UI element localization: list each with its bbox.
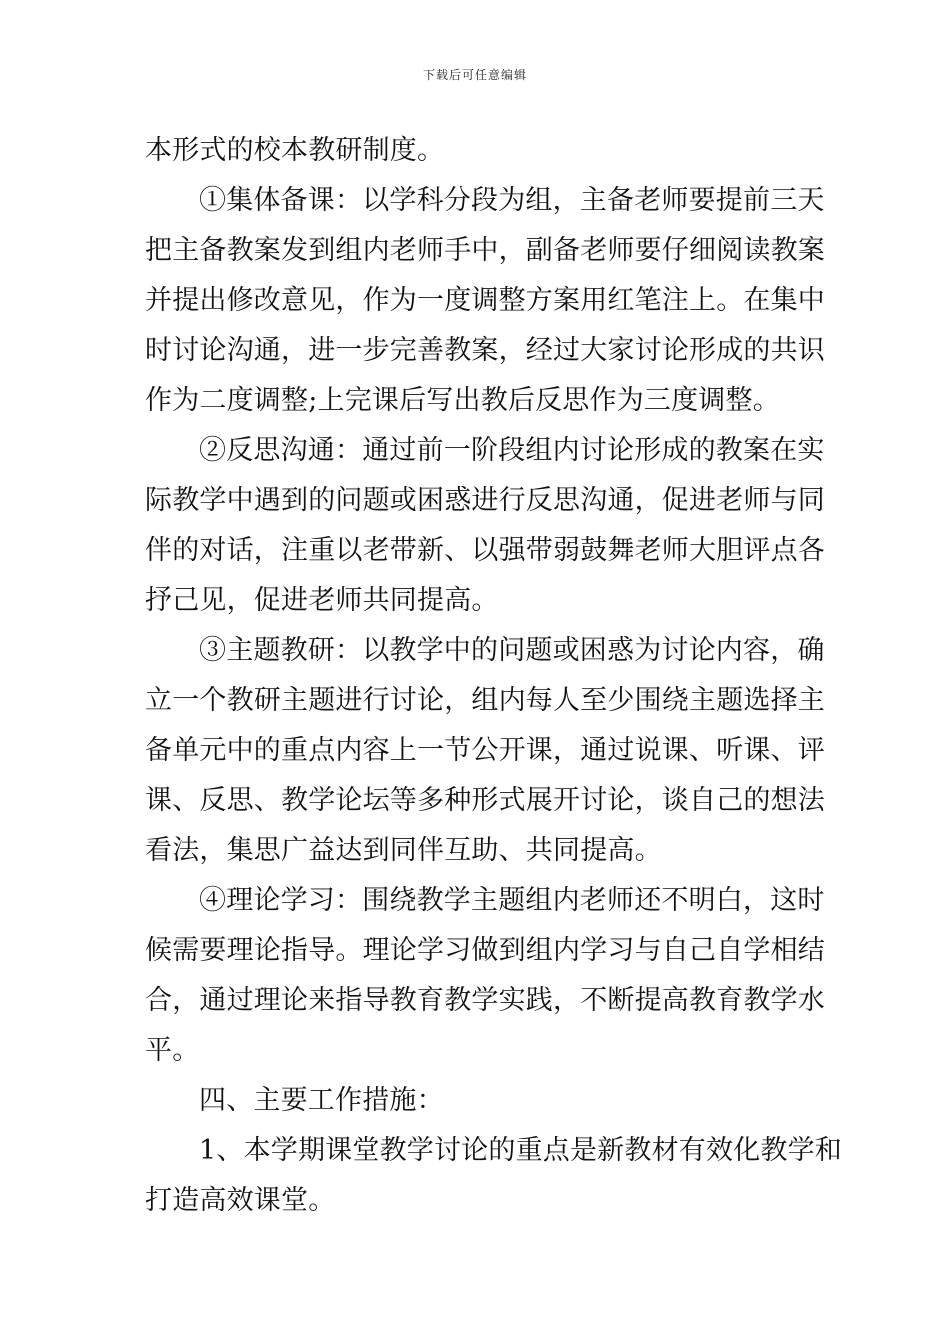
paragraph-line: 作为二度调整;上完课后写出教后反思作为三度调整。: [145, 385, 780, 416]
paragraph-line: 本形式的校本教研制度。: [145, 135, 445, 166]
paragraph-line: 看法，集思广益达到同伴互助、共同提高。: [145, 835, 662, 866]
paragraph-line: 并提出修改意见，作为一度调整方案用红笔注上。在集中: [145, 285, 825, 316]
paragraph-line: 备单元中的重点内容上一节公开课，通过说课、听课、评: [145, 735, 825, 766]
section-heading: 四、主要工作措施：: [199, 1085, 444, 1116]
paragraph-line: 平。: [145, 1035, 200, 1066]
paragraph-line: 际教学中遇到的问题或困惑进行反思沟通，促进老师与同: [145, 485, 825, 516]
document-body: [145, 126, 842, 1226]
paragraph-line: 候需要理论指导。理论学习做到组内学习与自己自学相结: [145, 935, 825, 966]
paragraph-line: 立一个教研主题进行讨论，组内每人至少围绕主题选择主: [145, 685, 825, 716]
paragraph-line: 时讨论沟通，进一步完善教案，经过大家讨论形成的共识: [145, 335, 825, 366]
paragraph-line: 把主备教案发到组内老师手中，副备老师要仔细阅读教案: [145, 235, 825, 266]
paragraph-line: ④理论学习：围绕教学主题组内老师还不明白，这时: [199, 885, 825, 916]
paragraph-line: ①集体备课：以学科分段为组，主备老师要提前三天: [199, 185, 825, 216]
paragraph-line: 1、本学期课堂教学讨论的重点是新教材有效化教学和: [199, 1135, 842, 1166]
paragraph-line: 合，通过理论来指导教育教学实践，不断提高教育教学水: [145, 985, 825, 1016]
paragraph-line: ②反思沟通：通过前一阶段组内讨论形成的教案在实: [199, 435, 825, 466]
paragraph-line: 打造高效课堂。: [145, 1185, 336, 1216]
page-header: 下载后可任意编辑: [422, 68, 527, 82]
paragraph-line: 课、反思、教学论坛等多种形式展开讨论，谈自己的想法: [145, 785, 825, 816]
paragraph-line: 伴的对话，注重以老带新、以强带弱鼓舞老师大胆评点各: [145, 535, 825, 566]
paragraph-line: ③主题教研：以教学中的问题或困惑为讨论内容，确: [199, 635, 825, 666]
paragraph-line: 抒己见，促进老师共同提高。: [145, 585, 499, 616]
